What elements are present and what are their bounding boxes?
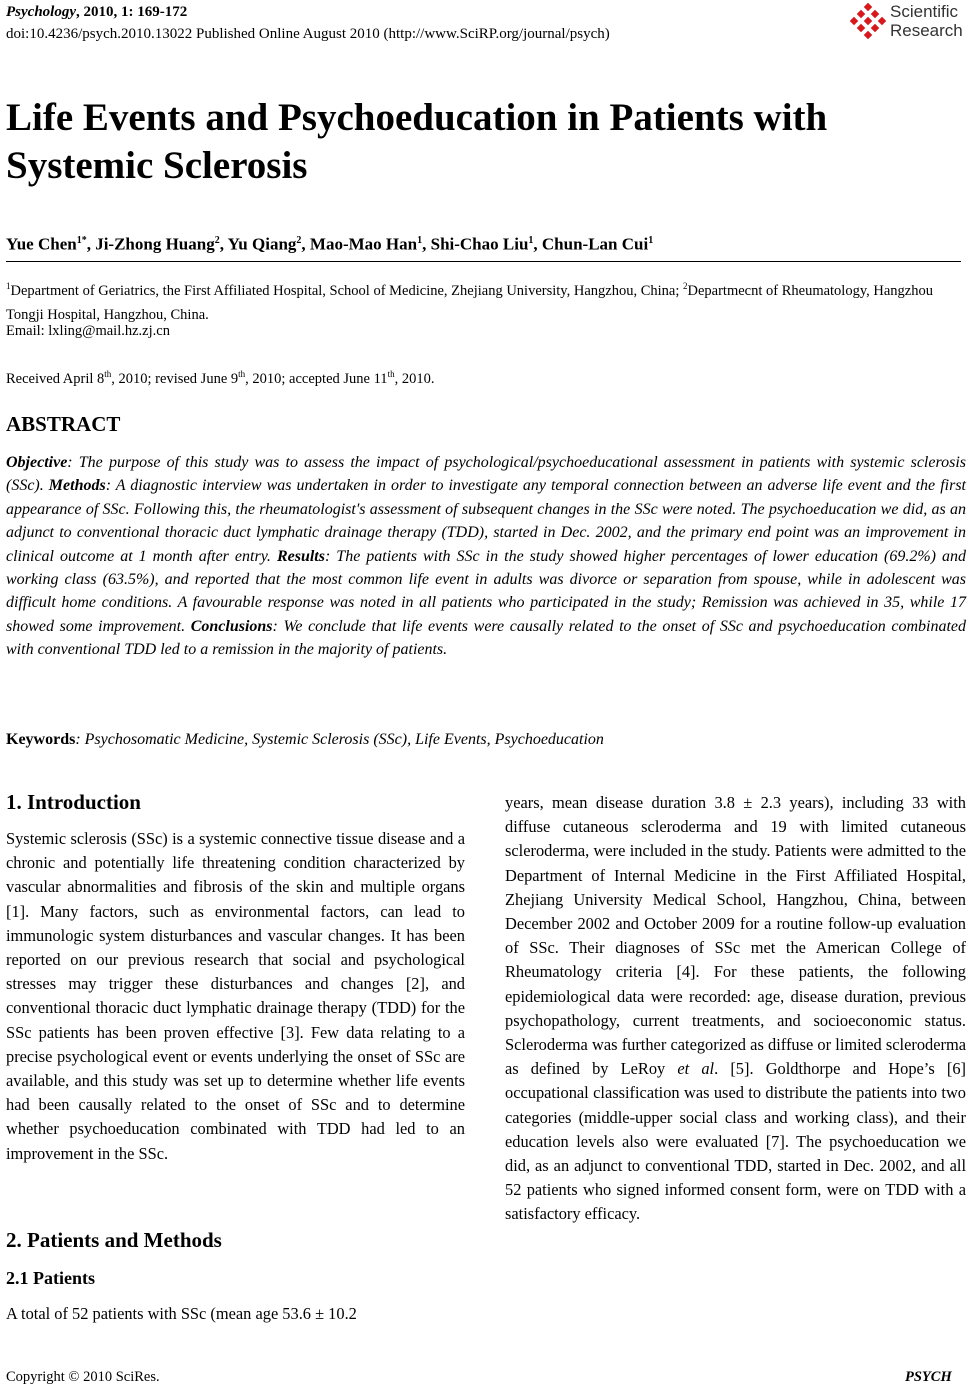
affiliation-2: Departmecnt of Rheumatology, Hangzhou Tongji Hospital, Hangzhou, China.: [6, 282, 933, 323]
abstract-objective-label: Objective: [6, 454, 68, 471]
footer-copyright: Copyright © 2010 SciRes.: [6, 1369, 160, 1385]
logo-line-1: Scientific: [890, 2, 959, 21]
received-text: Received April 8: [6, 370, 105, 387]
abstract-methods: : A diagnostic interview was undertaken in order to investigate any temporal connection between an adverse life event and the first appearance of SSc. Following this, the rheumatologist's assessment of subsequent changes in the SSc were noted. The psychoeducation we did, as an adjunct to conventional thoracic duct lymphatic drainage therapy (TDD), started in Dec. 2002, and the primary end point was an improvement in clinical outcome at 1 month after entry.: [6, 477, 966, 565]
patients-paragraph-continued: [505, 791, 966, 1227]
ordinal: th: [238, 369, 246, 379]
scirp-logo-icon: [848, 2, 888, 42]
affiliations: [6, 274, 966, 327]
keywords: [6, 729, 906, 751]
ordinal: th: [104, 369, 112, 379]
author: Yue Chen: [6, 234, 77, 254]
affiliation-mark: 1: [6, 281, 11, 291]
abstract-results: : The patients with SSc in the study showed higher percentages of lower education (69.2%) and working class (63.5%), and reported that the most common life event in adults was divorce or separation from spouse, while in adolescent was difficult home conditions. A favourable response was noted in all patients who participated in the study; Remission was achieved in 35, while 17 showed some improvement.: [6, 547, 967, 635]
introduction-paragraph: Systemic sclerosis (SSc) is a systemic connective tissue disease and a chronic and potentially life threatening condition characterized by vascular abnormalities and fibrosis of the skin and multiple organs [1]. Many factors, such as environmental factors, can lead to immunologic system disturbances and vascular changes. It has been reported on our previous research that social and psychological stresses may trigger these disturbances and changes [2], and conventional thoracic duct lymphatic drainage therapy (TDD) for the SSc patients has been proven effective [3]. Few data relating to a precise psychological event or events underlying the onset of SSc are available, and this study was set up to determine whether life events had been causally related to the onset of SSc and to determine whether psychoeducation combinated with TDD had led to an improvement in the SSc.: [6, 829, 465, 1163]
subsection-heading-patients: 2.1 Patients: [6, 1268, 95, 1288]
patients-text-b: . [5]. Goldthorpe and Hope’s [6] occupational classification was used to distribute the patients into two categories (middle-upper social class and working class), and their education levels also were evaluated [7]. The psychoeducation we did, as an adjunct to conventional TDD, started in Dec. 2002, and all 52 patients who signed informed consent form, were on TDD with a satisfactory efficacy.: [505, 1059, 966, 1224]
abstract-objective: : The purpose of this study was to assess the impact of psychological/psychoeducational assessment in patients with systemic sclerosis (SSc).: [6, 454, 966, 495]
ordinal: th: [387, 369, 395, 379]
author: Shi-Chao Liu: [430, 234, 529, 254]
abstract-results-label: Results: [276, 547, 325, 565]
doi-line: doi:10.4236/psych.2010.13022 Published Online August 2010 (http://www.SciRP.org/journal/psych): [6, 26, 610, 42]
author-list: Yue Chen$^{1*}$, Ji-Zhong Huang$^2$, Yu Qiang$^2$, Mao-Mao Han$^1$, Shi-Chao Liu$^1$, Chun-Lan Cui$^1$: [6, 234, 654, 254]
journal-name: Psychology: [6, 4, 76, 20]
revised-text: , 2010; revised June 9: [111, 370, 239, 387]
abstract-methods-label: Methods: [48, 477, 106, 495]
paper-title: Life Events and Psychoeducation in Patients with Systemic Sclerosis: [6, 96, 828, 187]
author-affiliation-mark: 1: [528, 235, 534, 246]
author-affiliation-mark: 1: [648, 235, 654, 246]
patients-text-a: years, mean disease duration 3.8 ± 2.3 years), including 33 with diffuse cutaneous scleroderma and 19 with limited cutaneous scleroderma, were included in the study. Patients were admitted to the Department of Internal Medicine in the First Affiliated Hospital, Zhejiang University Medical School, Hangzhou, China, between December 2002 and October 2009 for a routine follow-up evaluation of SSc. Their diagnoses of SSc met the American College of Rheumatology criteria [4]. For these patients, the following epidemiological data were recorded: age, disease duration, previous psychopathology, current treatments, and socioeconomic status. Scleroderma was further categorized as diffuse or limited scleroderma as defined by LeRoy: [505, 793, 966, 1079]
footer-journal: PSYCH: [905, 1369, 952, 1385]
author: Mao-Mao Han: [309, 234, 418, 254]
abstract-body: [6, 451, 966, 662]
patients-text-etal: et al: [677, 1059, 715, 1079]
publisher-logo: [848, 2, 968, 42]
title-divider: [6, 261, 961, 262]
logo-wordmark: [890, 2, 963, 40]
author: Yu Qiang: [227, 234, 297, 254]
logo-line-2: Research: [890, 21, 963, 40]
author-affiliation-mark: 1*: [76, 235, 87, 246]
keywords-text: : Psychosomatic Medicine, Systemic Sclerosis (SSc), Life Events, Psychoeducation: [75, 731, 604, 748]
section-heading-methods: 2. Patients and Methods: [6, 1228, 222, 1252]
abstract-conclusions-label: Conclusions: [190, 617, 273, 635]
affiliation-mark: 2: [683, 281, 688, 291]
patients-paragraph-start: A total of 52 patients with SSc (mean age 53.6 ± 10.2: [6, 1304, 357, 1323]
affiliation-1: Department of Geriatrics, the First Affiliated Hospital, School of Medicine, Zhejiang University, Hangzhou, China;: [10, 282, 683, 299]
keywords-label: Keywords: [6, 731, 76, 748]
author-affiliation-mark: 2: [214, 235, 220, 246]
author: Ji-Zhong Huang: [95, 234, 215, 254]
accepted-text: , 2010; accepted June 11: [245, 370, 388, 387]
journal-citation: [6, 2, 187, 22]
author-affiliation-mark: 2: [296, 235, 302, 246]
abstract-conclusions: : We conclude that life events were causally related to the onset of SSc and psychoeducation combinated with conventional TDD led to a remission in the majority of patients.: [6, 617, 966, 659]
author: Chun-Lan Cui: [541, 234, 649, 254]
section-heading-introduction: 1. Introduction: [6, 790, 141, 814]
author-affiliation-mark: 1: [417, 235, 423, 246]
abstract-heading: ABSTRACT: [6, 412, 121, 436]
year-text: , 2010.: [394, 370, 435, 387]
contact-email: Email: lxling@mail.hz.zj.cn: [6, 323, 170, 339]
received-dates: [6, 364, 434, 389]
journal-volume-pages: , 2010, 1: 169-172: [75, 4, 188, 20]
